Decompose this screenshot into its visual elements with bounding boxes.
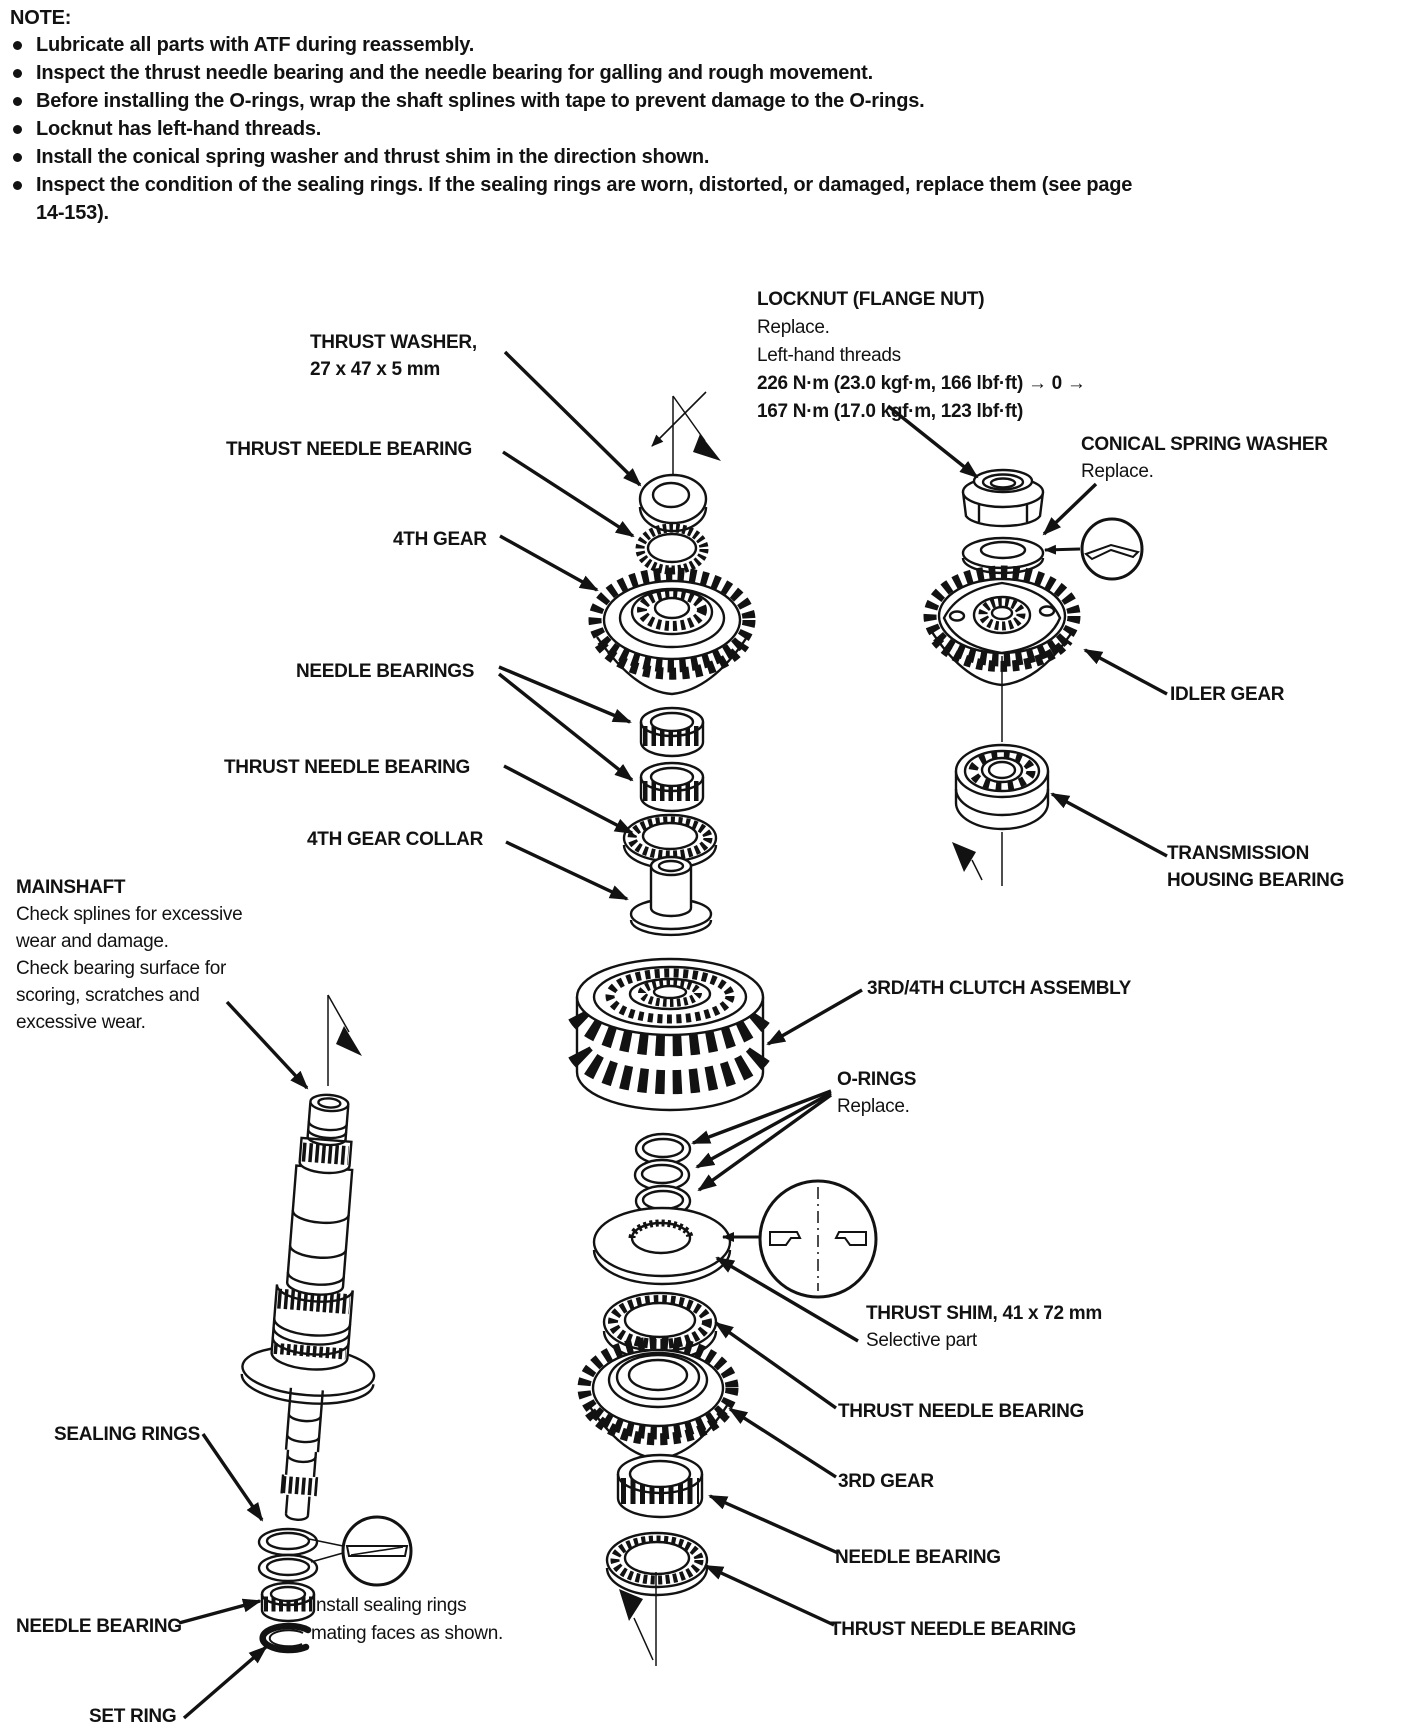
label-thrust-washer xyxy=(310,329,477,383)
bullet-icon xyxy=(13,69,22,78)
note-bullet xyxy=(10,59,1400,87)
label-mainshaft xyxy=(16,874,242,1036)
label-line: Replace. xyxy=(837,1096,910,1117)
label-third-gear xyxy=(838,1468,934,1495)
label-thrust-shim xyxy=(866,1300,1102,1354)
label-line: HOUSING BEARING xyxy=(1167,870,1345,891)
label-line: O-RINGS xyxy=(837,1069,917,1090)
label-line: SET RING xyxy=(89,1706,177,1727)
label-line: SEALING RINGS xyxy=(54,1424,201,1445)
note-text xyxy=(36,171,1132,227)
fourth-gear-part xyxy=(595,574,749,694)
note-text: Inspect the thrust needle bearing and the needle bearing for galling and rough movement. xyxy=(36,62,873,84)
label-idler-gear xyxy=(1170,681,1284,708)
thrust-washer-part xyxy=(640,475,706,531)
label-line: excessive wear. xyxy=(16,1012,146,1033)
label-line: IDLER GEAR xyxy=(1170,684,1285,705)
inset-thrust-shim xyxy=(760,1181,876,1297)
label-line: Replace. xyxy=(1081,461,1154,482)
note-text: Locknut has left-hand threads. xyxy=(36,118,322,140)
label-thrust-needle-bearing-lower xyxy=(838,1398,1084,1425)
needle-bearing-part-1 xyxy=(641,708,703,756)
label-line: Check bearing surface for xyxy=(16,958,227,979)
label-thrust-needle-bearing-bottom xyxy=(830,1616,1076,1643)
label-line: THRUST WASHER, xyxy=(310,332,477,353)
label-line: NEEDLE BEARING xyxy=(16,1616,182,1637)
note-bullet xyxy=(10,115,1400,143)
note-bullet xyxy=(10,171,1400,227)
label-line: 167 N·m (17.0 kgf·m, 123 lbf·ft) xyxy=(757,401,1023,422)
inset-conical-washer xyxy=(1082,519,1142,579)
label-line: LOCKNUT (FLANGE NUT) xyxy=(757,289,985,310)
label-locknut xyxy=(757,286,1086,426)
bullet-icon xyxy=(13,181,22,190)
note-text: Before installing the O-rings, wrap the shaft splines with tape to prevent damage to the O-rings. xyxy=(36,90,925,112)
label-line: 3RD/4TH CLUTCH ASSEMBLY xyxy=(867,978,1132,999)
note-bullet xyxy=(10,143,1400,171)
label-thrust-needle-bearing-mid xyxy=(224,754,470,781)
label-install-note xyxy=(311,1592,503,1648)
thrust-needle-bearing-part-4 xyxy=(607,1533,707,1595)
note-text: Lubricate all parts with ATF during reassembly. xyxy=(36,34,475,56)
label-conical-spring-washer xyxy=(1081,431,1328,485)
label-needle-bearings xyxy=(296,658,474,685)
note-bullet xyxy=(10,87,1400,115)
note-bullet xyxy=(10,31,1400,59)
set-ring-part xyxy=(263,1626,308,1650)
label-line: Check splines for excessive xyxy=(16,904,243,925)
label-line: mating faces as shown. xyxy=(311,1623,503,1644)
note-text-line2: 14-153). xyxy=(36,202,109,224)
label-line: 226 N·m (23.0 kgf·m, 166 lbf·ft) → 0 → xyxy=(757,373,1086,394)
label-line: THRUST SHIM, 41 x 72 mm xyxy=(866,1303,1102,1324)
label-line: THRUST NEEDLE BEARING xyxy=(830,1619,1076,1640)
needle-bearing-part-2 xyxy=(641,763,703,811)
note-title: NOTE: xyxy=(10,7,72,29)
third-gear-part xyxy=(584,1343,732,1459)
note-text-line1: Inspect the condition of the sealing rings. If the sealing rings are worn, distorted, or damaged, replace them (see page xyxy=(36,174,1133,196)
needle-bearing-part-4 xyxy=(262,1583,314,1621)
label-line: 27 x 47 x 5 mm xyxy=(310,359,440,380)
label-o-rings xyxy=(837,1066,916,1120)
label-line: TRANSMISSION xyxy=(1167,843,1310,864)
label-line: NEEDLE BEARING xyxy=(835,1547,1001,1568)
thrust-needle-bearing-part-1 xyxy=(640,528,704,570)
label-line: 4TH GEAR xyxy=(393,529,487,550)
locknut-part xyxy=(963,470,1043,526)
label-line: 4TH GEAR COLLAR xyxy=(307,829,484,850)
label-set-ring xyxy=(89,1703,176,1730)
mainshaft-part xyxy=(231,1090,396,1525)
label-line: Selective part xyxy=(866,1330,977,1351)
bullet-icon xyxy=(13,97,22,106)
label-line: Install sealing rings xyxy=(311,1595,467,1616)
transmission-housing-bearing-part xyxy=(956,745,1048,829)
label-line: 3RD GEAR xyxy=(838,1471,934,1492)
note-text: Install the conical spring washer and thrust shim in the direction shown. xyxy=(36,146,710,168)
thrust-shim-part xyxy=(594,1208,730,1284)
bullet-icon xyxy=(13,41,22,50)
inset-sealing-ring xyxy=(343,1517,411,1585)
label-line: THRUST NEEDLE BEARING xyxy=(838,1401,1084,1422)
label-clutch-assembly xyxy=(867,975,1131,1002)
label-sealing-rings xyxy=(54,1421,200,1448)
label-line: Left-hand threads xyxy=(757,345,901,366)
label-line: scoring, scratches and xyxy=(16,985,200,1006)
label-transmission-housing-bearing xyxy=(1167,840,1344,894)
label-needle-bearing-center xyxy=(835,1544,1001,1571)
label-line: wear and damage. xyxy=(16,931,169,952)
sealing-ring-part-1 xyxy=(259,1529,317,1555)
bullet-icon xyxy=(13,125,22,134)
label-needle-bearing-left xyxy=(16,1613,182,1640)
fourth-gear-collar-part xyxy=(631,857,711,935)
clutch-assembly-part xyxy=(577,959,763,1110)
label-fourth-gear xyxy=(393,526,487,553)
label-thrust-needle-bearing-top xyxy=(226,436,472,463)
needle-bearing-part-3 xyxy=(618,1455,702,1517)
label-line: Replace. xyxy=(757,317,830,338)
bullet-icon xyxy=(13,153,22,162)
sealing-ring-part-2 xyxy=(259,1555,317,1581)
label-fourth-gear-collar xyxy=(307,826,483,853)
label-line: NEEDLE BEARINGS xyxy=(296,661,475,682)
label-line: CONICAL SPRING WASHER xyxy=(1081,434,1328,455)
note-section xyxy=(10,5,1400,227)
label-line: THRUST NEEDLE BEARING xyxy=(226,439,472,460)
label-line: MAINSHAFT xyxy=(16,877,126,898)
label-line: THRUST NEEDLE BEARING xyxy=(224,757,470,778)
